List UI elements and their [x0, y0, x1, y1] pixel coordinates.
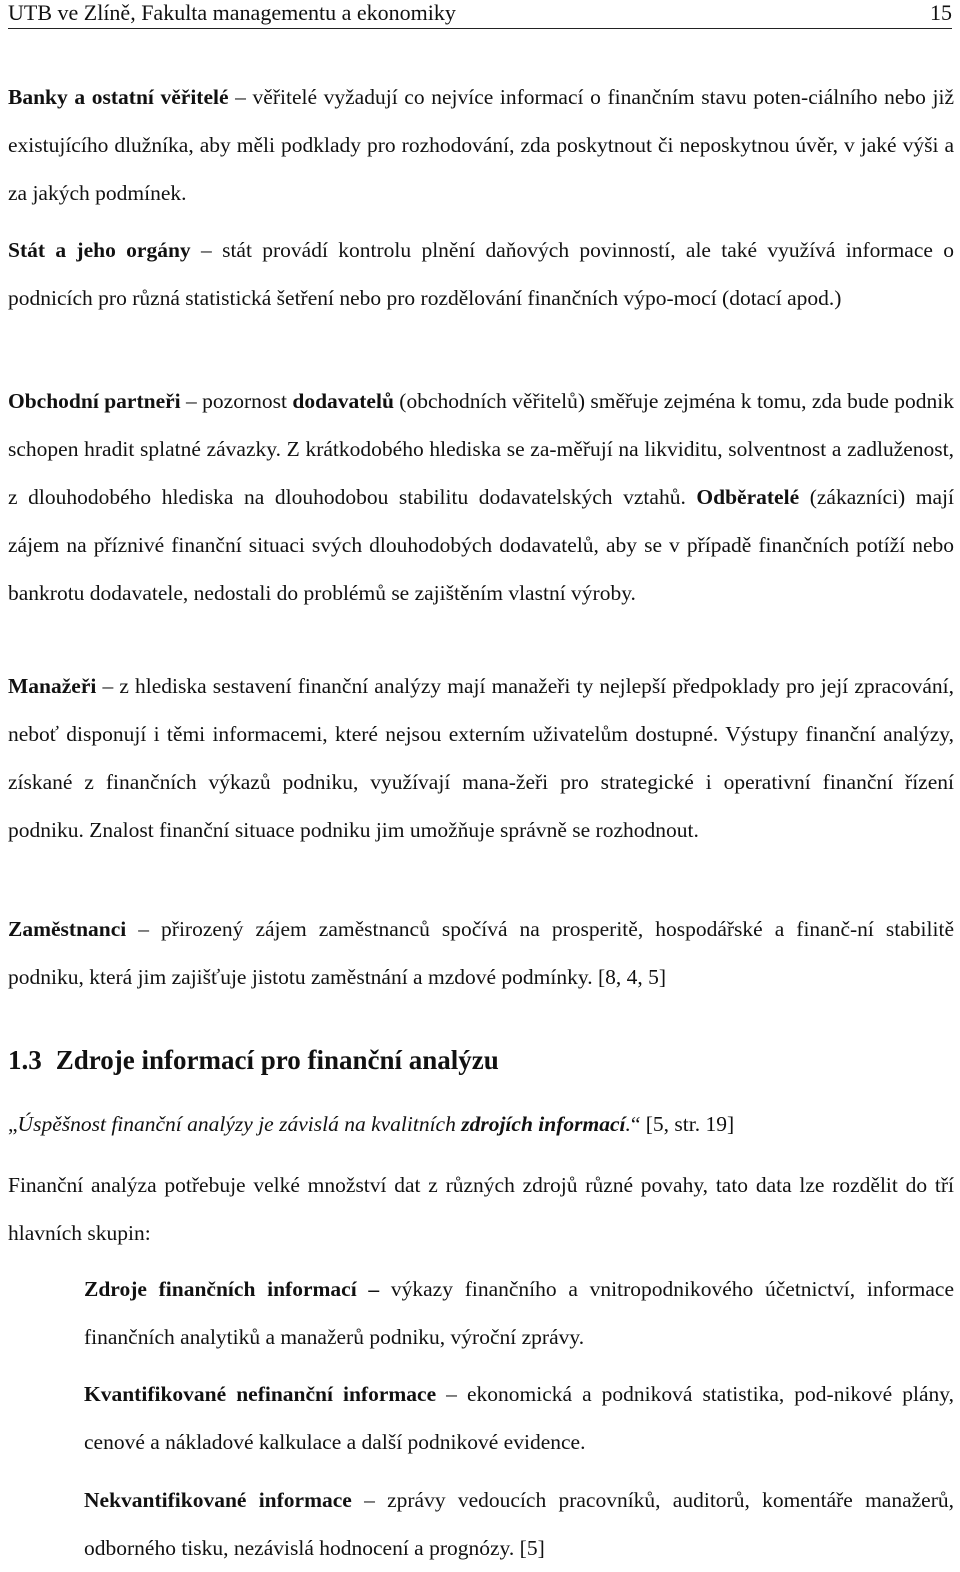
section-title: Zdroje informací pro finanční analýzu: [55, 1045, 499, 1075]
paragraph-partners: [8, 377, 954, 617]
term-banks: Banky a ostatní věřitelé: [8, 85, 229, 109]
paragraph-text: stát provádí kontrolu plnění daňových povinností, ale také využívá informace o podnicích pro různá statistická šetření nebo pro rozdělování finančních výpo-mocí (dotací apod.): [8, 238, 955, 310]
quote-text: Úspěšnost finanční analýzy je závislá na kvalitních: [17, 1112, 462, 1136]
paragraph-employees: [8, 905, 954, 1001]
page-header: [8, 0, 952, 29]
term-partners: Obchodní partneři: [8, 389, 181, 413]
section-heading: [8, 1040, 499, 1080]
list-text: zprávy vedoucích pracovníků, auditorů, komentáře manažerů, odborného tisku, nezávislá hodnocení a prognózy. [5]: [84, 1488, 954, 1560]
dash: –: [126, 917, 162, 941]
intro-text: Finanční analýza potřebuje velké množství dat z různých zdrojů různé povahy, tato data lze rozdělit do tří hlavních skupin:: [8, 1173, 954, 1245]
quote-emphasis: zdrojích informací: [461, 1112, 626, 1136]
list-text: výkazy finančního a vnitropodnikového účetnictví, informace finančních analytiků a manažerů podniku, výroční zprávy.: [84, 1277, 955, 1349]
dash: –: [190, 238, 223, 262]
paragraph-banks: [8, 73, 954, 217]
list-item: [84, 1265, 954, 1361]
list-item: [84, 1476, 954, 1572]
term-customers: Odběratelé: [696, 485, 800, 509]
paragraph-intro: [8, 1161, 954, 1257]
paragraph-text: z hlediska sestavení finanční analýzy mají manažeři ty nejlepší předpoklady pro její zpracování, neboť disponují i těmi informacemi, které nejsou externím uživatelům dostupné. Výstupy finanční analýzy, získané z finančních výkazů podniku, využívají mana-žeři pro strategické i operativní finanční řízení podniku. Znalost finanční situace podniku jim umožňuje správně se rozhodnout.: [8, 674, 954, 842]
section-number: 1.3: [8, 1045, 42, 1075]
paragraph-text: přirozený zájem zaměstnanců spočívá na prosperitě, hospodářské a finanč-ní stabilitě podniku, která jim zajišťuje jistotu zaměstnání a mzdové podmínky. [8, 4, 5]: [8, 917, 954, 989]
dash: –: [180, 389, 203, 413]
header-title: UTB ve Zlíně, Fakulta managementu a ekonomiky: [8, 0, 456, 25]
list-term: Zdroje finančních informací: [84, 1277, 357, 1301]
dash: –: [356, 1277, 391, 1301]
paragraph-managers: [8, 662, 954, 854]
paragraph-text: pozornost: [202, 389, 293, 413]
list-term: Nekvantifikované informace: [84, 1488, 352, 1512]
term-suppliers: dodavatelů: [292, 389, 394, 413]
paragraph-text: (obchodních věřitelů) směřuje zejména k tomu, zda bude podnik schopen hradit splatné závazky. Z krátkodobého hlediska se za-měřují na likviditu, solventnost a zadluženost, z dlouhodobého hlediska na dlouhodobou stabilitu dodavatelských vztahů.: [8, 389, 955, 509]
paragraph-text: věřitelé vyžadují co nejvíce informací o finančním stavu poten-ciálního nebo již existujícího dlužníka, aby měli podklady pro rozhodování, zda poskytnout či neposkytnou úvěr, v jaké výši a za jakých podmínek.: [8, 85, 955, 205]
quote-paragraph: [8, 1100, 954, 1148]
dash: –: [436, 1382, 467, 1406]
list-term: Kvantifikované nefinanční informace: [84, 1382, 437, 1406]
dash: –: [96, 674, 120, 698]
dash: –: [228, 85, 253, 109]
dash: –: [351, 1488, 388, 1512]
quote-close: “ [5, str. 19]: [630, 1112, 735, 1136]
paragraph-text: (zákazníci) mají zájem na příznivé finanční situaci svých dlouhodobých dodavatelů, aby se v případě finančních potíží nebo bankrotu dodavatele, nedostali do problémů se zajištěním vlastní výroby.: [8, 485, 955, 605]
list-item: [84, 1370, 954, 1466]
term-employees: Zaměstnanci: [8, 917, 127, 941]
quote-text-end: .: [625, 1112, 631, 1136]
list-text: ekonomická a podniková statistika, pod-nikové plány, cenové a nákladové kalkulace a další podnikové evidence.: [84, 1382, 954, 1454]
term-state: Stát a jeho orgány: [8, 238, 191, 262]
term-managers: Manažeři: [8, 674, 97, 698]
page-number: 15: [930, 0, 952, 25]
quote-open: „: [8, 1112, 18, 1136]
paragraph-state: [8, 226, 954, 322]
